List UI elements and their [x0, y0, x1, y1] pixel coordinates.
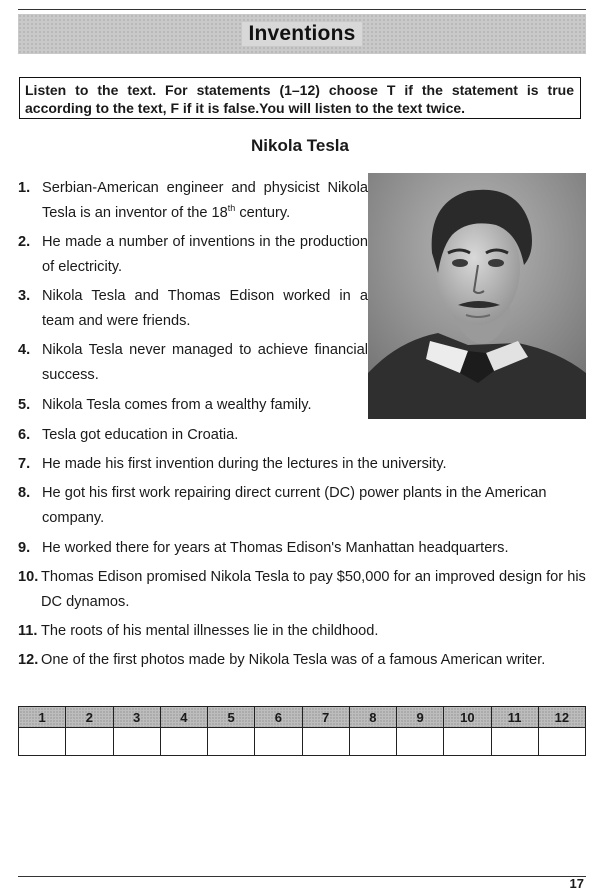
answer-table — [18, 706, 586, 756]
answer-header-cell: 2 — [66, 707, 113, 728]
statement-number: 9. — [18, 540, 31, 556]
answer-cell-4[interactable] — [160, 728, 207, 756]
statement-number: 10. — [18, 569, 39, 585]
answer-cell-8[interactable] — [349, 728, 396, 756]
statement-text: Nikola Tesla never managed to achieve financial success. — [42, 342, 368, 383]
answer-header-cell: 10 — [444, 707, 491, 728]
title-banner — [18, 14, 586, 54]
bottom-rule — [18, 876, 586, 877]
statement-text: Tesla got education in Croatia. — [42, 427, 239, 443]
answer-header-cell: 11 — [491, 707, 538, 728]
statement-number: 6. — [18, 427, 31, 443]
statement-text: Thomas Edison promised Nikola Tesla to pay $50,000 for an improved design for his DC dynamos. — [41, 569, 586, 610]
statement-number: 8. — [18, 485, 31, 501]
answer-cell-11[interactable] — [491, 728, 538, 756]
answer-cell-1[interactable] — [19, 728, 66, 756]
instructions-box: Listen to the text. For statements (1–12) choose T if the statement is true according to the text, F if it is false.You will listen to the text twice. — [19, 77, 581, 119]
answer-cell-2[interactable] — [66, 728, 113, 756]
statement-text: Serbian-American engineer and physicist Nikola Tesla is an inventor of the 18th century. — [42, 180, 368, 221]
answer-cell-5[interactable] — [208, 728, 255, 756]
statement-number: 4. — [18, 342, 31, 358]
answer-header-cell: 3 — [113, 707, 160, 728]
statement-number: 2. — [18, 234, 31, 250]
portrait-photo — [368, 173, 586, 419]
page-title: Inventions — [242, 22, 361, 46]
statement-text: One of the first photos made by Nikola Tesla was of a famous American writer. — [41, 652, 546, 668]
answer-header-cell: 7 — [302, 707, 349, 728]
portrait-illustration — [368, 173, 586, 419]
statement-number: 3. — [18, 288, 31, 304]
statement-text: He got his first work repairing direct current (DC) power plants in the American company. — [42, 485, 547, 526]
statement-number: 1. — [18, 180, 31, 196]
answer-header-cell: 4 — [160, 707, 207, 728]
statement-text: The roots of his mental illnesses lie in the childhood. — [41, 623, 379, 639]
statement-text: He made his first invention during the lectures in the university. — [42, 456, 447, 472]
answer-header-cell: 8 — [349, 707, 396, 728]
statement-number: 11. — [18, 623, 38, 639]
top-rule — [18, 9, 586, 10]
answer-header-cell: 9 — [397, 707, 444, 728]
answer-header-cell: 12 — [538, 707, 585, 728]
answer-cell-10[interactable] — [444, 728, 491, 756]
statement-text: Nikola Tesla and Thomas Edison worked in a team and were friends. — [42, 288, 368, 329]
answer-cell-3[interactable] — [113, 728, 160, 756]
answer-header-cell: 6 — [255, 707, 302, 728]
statement-text: He worked there for years at Thomas Edison's Manhattan headquarters. — [42, 540, 509, 556]
answer-cell-12[interactable] — [538, 728, 585, 756]
passage-title: Nikola Tesla — [251, 136, 349, 155]
statement-number: 12. — [18, 652, 39, 668]
statement-text: He made a number of inventions in the production of electricity. — [42, 234, 368, 275]
answer-cell-9[interactable] — [397, 728, 444, 756]
answer-table-header-row — [19, 707, 586, 728]
answer-table-input-row — [19, 728, 586, 756]
answer-cell-7[interactable] — [302, 728, 349, 756]
answer-header-cell: 5 — [208, 707, 255, 728]
statement-text: Nikola Tesla comes from a wealthy family. — [42, 397, 312, 413]
answer-header-cell: 1 — [19, 707, 66, 728]
statement-number: 5. — [18, 397, 31, 413]
statement-number: 7. — [18, 456, 31, 472]
answer-cell-6[interactable] — [255, 728, 302, 756]
page-number: 17 — [569, 876, 584, 891]
